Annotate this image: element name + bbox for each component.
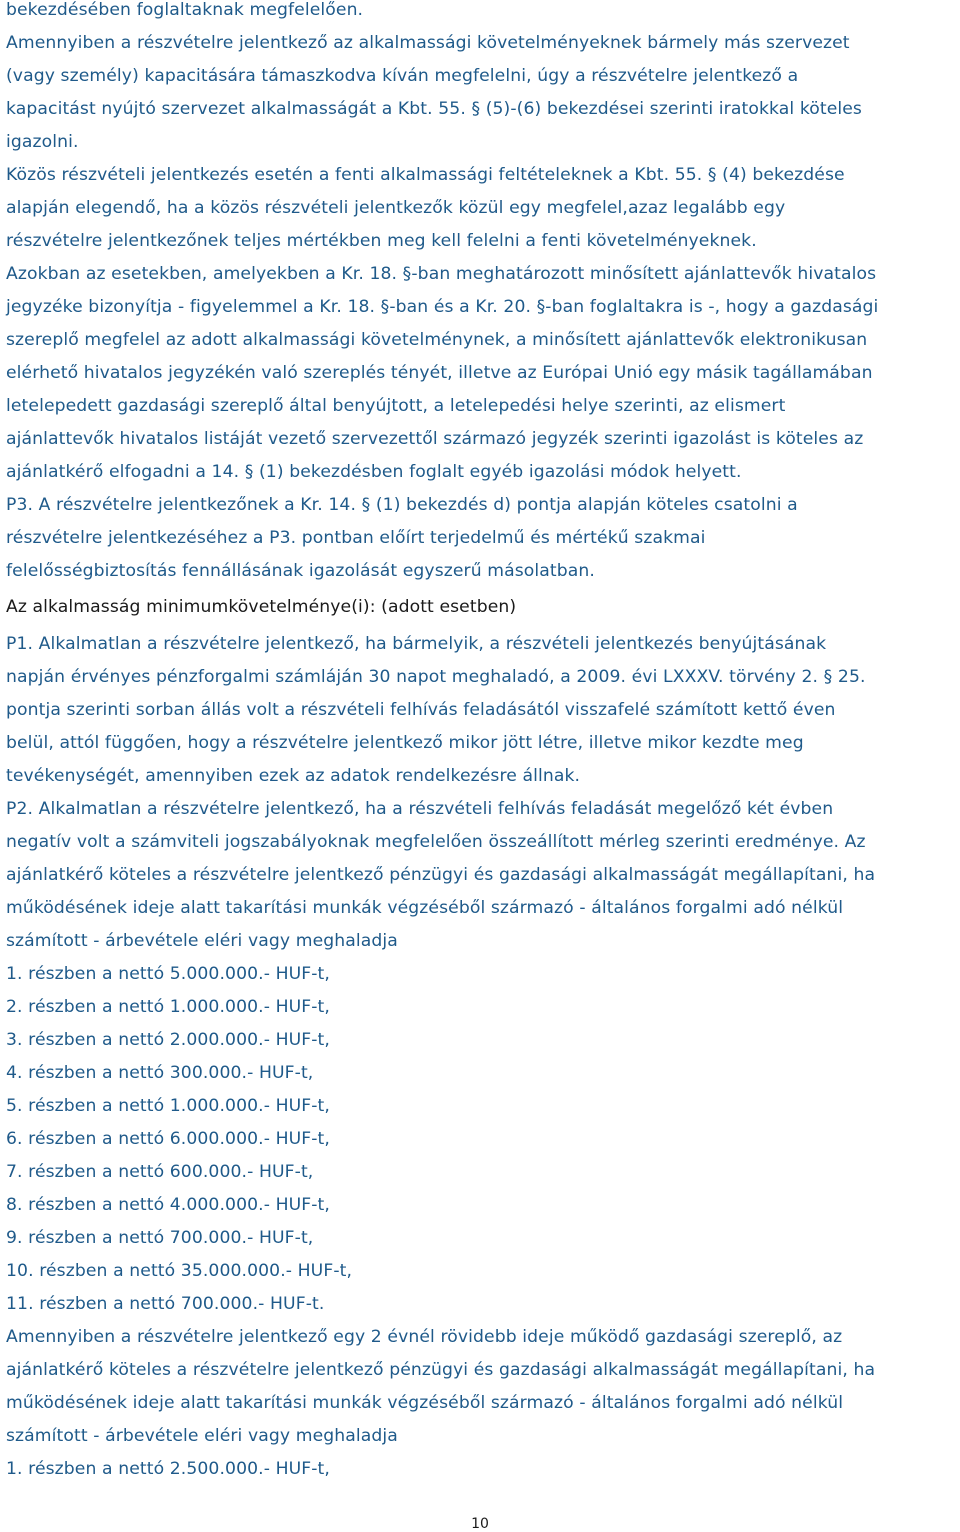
text-line: letelepedett gazdasági szereplő által benyújtott, a letelepedési helye szerinti, az elismert — [6, 396, 786, 416]
text-line: jegyzéke bizonyítja - figyelemmel a Kr. 18. §-ban és a Kr. 20. §-ban foglaltakra is -, hogy a gazdasági — [6, 297, 879, 317]
text-line: részvételre jelentkezőnek teljes mértékben meg kell felelni a fenti követelményeknek. — [6, 231, 757, 251]
text-line: Közös részvételi jelentkezés esetén a fenti alkalmassági feltételeknek a Kbt. 55. § (4) bekezdése — [6, 165, 845, 185]
page-number: 10 — [471, 1516, 489, 1532]
text-line: számított - árbevétele eléri vagy meghaladja — [6, 1426, 398, 1446]
text-line: igazolni. — [6, 132, 79, 152]
list-item: 4. részben a nettó 300.000.- HUF-t, — [6, 1063, 314, 1083]
text-line: negatív volt a számviteli jogszabályoknak megfelelően összeállított mérleg szerinti eredménye. Az — [6, 832, 866, 852]
text-line: szereplő megfelel az adott alkalmassági követelménynek, a minősített ajánlattevők elektronikusan — [6, 330, 868, 350]
list-item: 7. részben a nettó 600.000.- HUF-t, — [6, 1162, 314, 1182]
list-item: 1. részben a nettó 5.000.000.- HUF-t, — [6, 964, 330, 984]
list-item: 6. részben a nettó 6.000.000.- HUF-t, — [6, 1129, 330, 1149]
list-item: 9. részben a nettó 700.000.- HUF-t, — [6, 1228, 314, 1248]
text-line: ajánlatkérő köteles a részvételre jelentkező pénzügyi és gazdasági alkalmasságát megállapítani, ha — [6, 1360, 876, 1380]
text-line: ajánlattevők hivatalos listáját vezető szervezettől származó jegyzék szerinti igazolást is köteles az — [6, 429, 864, 449]
text-line: tevékenységét, amennyiben ezek az adatok rendelkezésre állnak. — [6, 766, 581, 786]
list-item: 11. részben a nettó 700.000.- HUF-t. — [6, 1294, 325, 1314]
section-heading: Az alkalmasság minimumkövetelménye(i): (adott esetben) — [6, 597, 517, 617]
list-item: 3. részben a nettó 2.000.000.- HUF-t, — [6, 1030, 330, 1050]
list-item: 5. részben a nettó 1.000.000.- HUF-t, — [6, 1096, 330, 1116]
text-line: ajánlatkérő köteles a részvételre jelentkező pénzügyi és gazdasági alkalmasságát megállapítani, ha — [6, 865, 876, 885]
text-line: Amennyiben a részvételre jelentkező egy 2 évnél rövidebb ideje működő gazdasági szereplő, az — [6, 1327, 843, 1347]
text-line: P3. A részvételre jelentkezőnek a Kr. 14. § (1) bekezdés d) pontja alapján köteles csatolni a — [6, 495, 798, 515]
text-line: belül, attól függően, hogy a részvételre jelentkező mikor jött létre, illetve mikor kezdte meg — [6, 733, 804, 753]
list-item: 8. részben a nettó 4.000.000.- HUF-t, — [6, 1195, 330, 1215]
text-line: működésének ideje alatt takarítási munkák végzéséből származó - általános forgalmi adó nélkül — [6, 1393, 844, 1413]
text-line: P2. Alkalmatlan a részvételre jelentkező, ha a részvételi felhívás feladását megelőző két évben — [6, 799, 834, 819]
text-line: bekezdésében foglaltaknak megfelelően. — [6, 0, 364, 20]
text-line: napján érvényes pénzforgalmi számláján 30 napot meghaladó, a 2009. évi LXXXV. törvény 2. § 25. — [6, 667, 866, 687]
text-line: Azokban az esetekben, amelyekben a Kr. 18. §-ban meghatározott minősített ajánlattevők hivatalos — [6, 264, 877, 284]
text-line: Amennyiben a részvételre jelentkező az alkalmassági követelményeknek bármely más szervezet — [6, 33, 850, 53]
text-line: kapacitást nyújtó szervezet alkalmasságát a Kbt. 55. § (5)-(6) bekezdései szerinti iratokkal köteles — [6, 99, 862, 119]
text-line: P1. Alkalmatlan a részvételre jelentkező, ha bármelyik, a részvételi jelentkezés benyújtásának — [6, 634, 827, 654]
text-line: működésének ideje alatt takarítási munkák végzéséből származó - általános forgalmi adó nélkül — [6, 898, 844, 918]
text-line: pontja szerinti sorban állás volt a részvételi felhívás feladásától visszafelé számított kettő éven — [6, 700, 836, 720]
list-item: 10. részben a nettó 35.000.000.- HUF-t, — [6, 1261, 353, 1281]
text-line: elérhető hivatalos jegyzékén való szereplés tényét, illetve az Európai Unió egy másik tagállamában — [6, 363, 873, 383]
text-line: ajánlatkérő elfogadni a 14. § (1) bekezdésben foglalt egyéb igazolási módok helyett. — [6, 462, 742, 482]
text-line: alapján elegendő, ha a közös részvételi jelentkezők közül egy megfelel,azaz legalább egy — [6, 198, 786, 218]
list-item: 1. részben a nettó 2.500.000.- HUF-t, — [6, 1459, 330, 1479]
text-line: részvételre jelentkezéséhez a P3. pontban előírt terjedelmű és mértékű szakmai — [6, 528, 706, 548]
text-line: felelősségbiztosítás fennállásának igazolását egyszerű másolatban. — [6, 561, 595, 581]
text-line: (vagy személy) kapacitására támaszkodva kíván megfelelni, úgy a részvételre jelentkező a — [6, 66, 799, 86]
text-line: számított - árbevétele eléri vagy meghaladja — [6, 931, 398, 951]
list-item: 2. részben a nettó 1.000.000.- HUF-t, — [6, 997, 330, 1017]
